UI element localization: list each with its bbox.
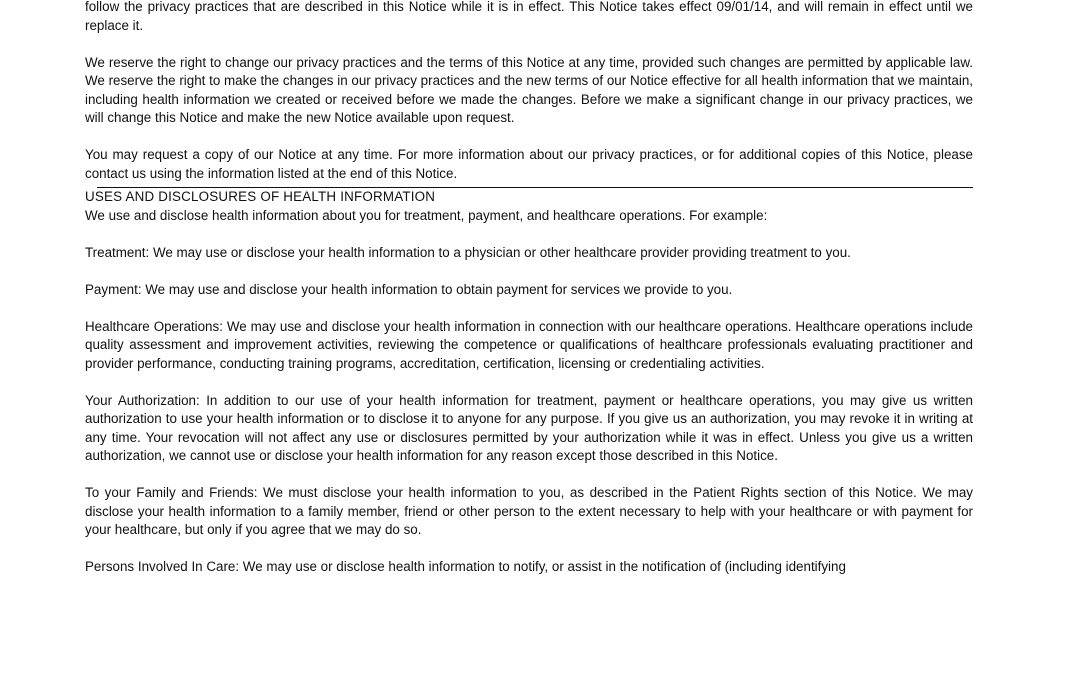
intro-paragraph-3: You may request a copy of our Notice at any time. For more information about our privacy practices, or for additional copies of this Notice, please contact us using the information listed at the end of this Notice.	[85, 147, 973, 181]
intro-paragraph-1: follow the privacy practices that are described in this Notice while it is in effect. This Notice takes effect 09/01/14, and will remain in effect until we replace it.	[85, 0, 973, 33]
section-intro: We use and disclose health information about you for treatment, payment, and healthcare operations. For example:	[85, 207, 768, 223]
document-page	[85, 0, 973, 577]
item-treatment: Treatment: We may use or disclose your health information to a physician or other healthcare provider providing treatment to you.	[85, 244, 851, 260]
item-authorization: Your Authorization: In addition to our use of your health information for treatment, payment or healthcare operations, you may give us written authorization to use your health information or to disclose it to anyone for any purpose. If you give us an authorization, you may revoke it in writing at any time. Your revocation will not affect any use or disclosures permitted by your authorization while it was in effect. Unless you give us a written authorization, we cannot use or disclose your health information for any reason except those described in this Notice.	[85, 392, 973, 463]
intro-paragraph-2: We reserve the right to change our privacy practices and the terms of this Notice at any time, provided such changes are permitted by applicable law. We reserve the right to make the changes in our privacy practices and the new terms of our Notice effective for all health information that we maintain, including health information we created or received before we made the changes. Before we make a significant change in our privacy practices, we will change this Notice and make the new Notice available upon request.	[85, 54, 973, 125]
section-heading: USES AND DISCLOSURES OF HEALTH INFORMATION	[85, 189, 436, 204]
item-family-friends: To your Family and Friends: We must disclose your health information to you, as described in the Patient Rights section of this Notice. We may disclose your health information to a family member, friend or other person to the extent necessary to help with your healthcare or with payment for your healthcare, but only if you agree that we may do so.	[85, 485, 973, 537]
item-payment: Payment: We may use and disclose your health information to obtain payment for services we provide to you.	[85, 281, 733, 297]
item-healthcare-operations: Healthcare Operations: We may use and disclose your health information in connection with our healthcare operations. Healthcare operations include quality assessment and improvement activities, reviewing the competence or qualifications of healthcare professionals evaluating practitioner and provider performance, conducting training programs, accreditation, certification, licensing or credentialing activities.	[85, 318, 973, 371]
item-persons-involved: Persons Involved In Care: We may use or disclose health information to notify, or assist in the notification of (including identifying	[85, 559, 846, 574]
